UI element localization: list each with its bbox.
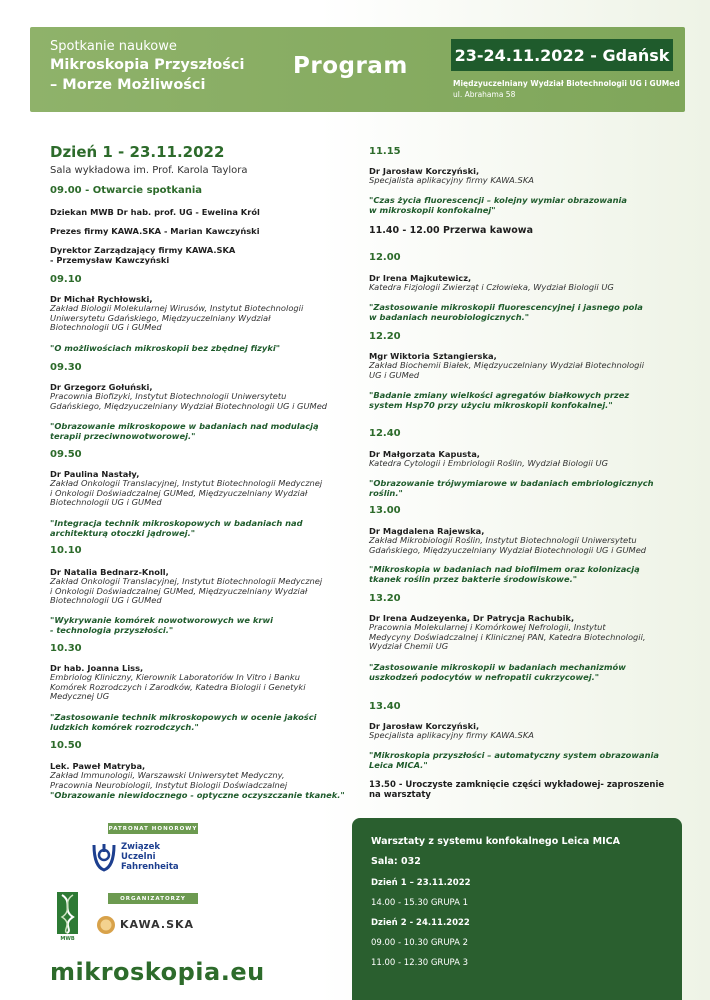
talk-title: roślin." xyxy=(369,488,403,498)
event-subtitle: Spotkanie naukowe xyxy=(50,39,177,54)
opening-time: 09.00 - Otwarcie spotkania xyxy=(50,185,203,196)
speaker-affiliation: Wydział Chemii UG xyxy=(369,641,449,651)
opening-speaker: Prezes firmy KAWA.SKA - Marian Kawczyński xyxy=(50,226,260,236)
speaker-name: Dr Paulina Nastały, xyxy=(50,469,140,479)
workshop-day1: Dzień 1 – 23.11.2022 xyxy=(371,878,471,888)
talk-title: ludzkich komórek rozrodczych." xyxy=(50,722,199,732)
opening-speaker: Dziekan MWB Dr hab. prof. UG - Ewelina Król xyxy=(50,207,260,217)
speaker-name: Dr Irena Majkutewicz, xyxy=(369,273,472,283)
speaker-affiliation: Zakład Mikrobiologii Roślin, Instytut Biotechnologii Uniwersytetu xyxy=(369,535,637,545)
lecture-room: Sala wykładowa im. Prof. Karola Taylora xyxy=(50,165,248,176)
workshop-slot: 09.00 - 10.30 GRUPA 2 xyxy=(371,938,469,948)
speaker-affiliation: i Onkologii Doświadczalnej GUMed, Międzyuczelniany Wydział xyxy=(50,487,308,498)
speaker-affiliation: i Onkologii Doświadczalnej GUMed, Międzyuczelniany Wydział xyxy=(50,585,308,596)
header-banner xyxy=(30,27,685,112)
day1-title: Dzień 1 - 23.11.2022 xyxy=(50,143,225,161)
workshop-title: Warsztaty z systemu konfokalnego Leica MICA xyxy=(371,836,620,847)
speaker-affiliation: Biotechnologii UG i GUMed xyxy=(50,595,162,605)
talk-title: architekturą otoczki jądrowej." xyxy=(50,528,196,538)
kawaska-sun-icon xyxy=(96,915,116,935)
opening-speaker: - Przemysław Kawczyński xyxy=(50,255,170,265)
speaker-name: Dr Natalia Bednarz-Knoll, xyxy=(50,567,169,577)
speaker-affiliation: Embriolog Kliniczny, Kierownik Laboratoriów In Vitro i Banku xyxy=(50,672,300,682)
workshop-room: Sala: 032 xyxy=(371,856,421,867)
talk-title: Leica MICA." xyxy=(369,760,428,770)
mwb-helix-icon xyxy=(57,892,78,934)
session-time: 13.20 xyxy=(369,593,401,604)
speaker-affiliation: Medycznej UG xyxy=(50,691,110,701)
program-heading: Program xyxy=(293,53,408,79)
kawaska-logo xyxy=(90,905,208,945)
speaker-affiliation: Komórek Rozrodczych i Zarodków, Katedra Biologii i Genetyki xyxy=(50,681,306,692)
closing-note: 13.50 - Uroczyste zamknięcie części wykładowej- zaproszenie xyxy=(369,780,665,790)
mwb-logo xyxy=(55,890,80,946)
event-title-line2: – Morze Możliwości xyxy=(50,77,206,93)
session-time: 11.15 xyxy=(369,146,401,157)
talk-title: system Hsp70 przy użyciu mikroskopii konfokalnej." xyxy=(369,400,613,410)
speaker-affiliation: Uniwersytetu Gdańskiego, Międzyuczelniany Wydział xyxy=(50,312,271,323)
workshop-slot: 11.00 - 12.30 GRUPA 3 xyxy=(371,958,469,968)
talk-title: uszkodzeń podocytów w nefropatii cukrzycowej." xyxy=(369,672,600,682)
venue-name: Międzyuczelniany Wydział Biotechnologii UG i GUMed xyxy=(453,79,680,88)
mwb-logo-text: MWB xyxy=(60,936,75,942)
speaker-name: Dr Małgorzata Kapusta, xyxy=(369,449,480,459)
speaker-affiliation: Medycyny Doświadczalnej i Klinicznej PAN, Katedra Biotechnologii, xyxy=(369,631,646,642)
speaker-name: Dr hab. Joanna Liss, xyxy=(50,663,144,673)
speaker-affiliation: Specjalista aplikacyjny firmy KAWA.SKA xyxy=(369,175,534,185)
session-time: 12.40 xyxy=(369,428,401,439)
talk-title: "Wykrywanie komórek nowotworowych we krwi xyxy=(50,615,274,625)
kawaska-logo-text: KAWA.SKA xyxy=(120,918,195,931)
talk-title: w mikroskopii konfokalnej" xyxy=(369,205,496,215)
speaker-name: Dr Jarosław Korczyński, xyxy=(369,721,480,731)
speaker-affiliation: Zakład Biochemii Białek, Międzyuczelniany Wydział Biotechnologii xyxy=(369,360,645,370)
speaker-affiliation: Biotechnologii UG i GUMed xyxy=(50,497,162,507)
session-time: 13.40 xyxy=(369,701,401,712)
speaker-affiliation: Gdańskiego, Międzyuczelniany Wydział Biotechnologii UG i GUMed xyxy=(369,544,647,555)
speaker-affiliation: Zakład Onkologii Translacyjnej, Instytut Biotechnologii Medycznej xyxy=(50,576,323,586)
opening-speaker: Dyrektor Zarządzający firmy KAWA.SKA xyxy=(50,245,236,255)
speaker-name: Lek. Paweł Matryba, xyxy=(50,761,146,771)
talk-title: "Obrazowanie mikroskopowe w badaniach nad modulacją xyxy=(50,421,319,431)
session-time: 10.30 xyxy=(50,643,82,654)
session-time: 12.20 xyxy=(369,331,401,342)
speaker-affiliation: Pracownia Neurobiologii, Instytut Biologii Doświadczalnej xyxy=(50,779,288,790)
workshop-panel xyxy=(352,818,682,1000)
speaker-name: Dr Grzegorz Gołuński, xyxy=(50,382,153,392)
session-time: 10.50 xyxy=(50,740,82,751)
speaker-name: Dr Michał Rychłowski, xyxy=(50,294,153,304)
workshop-slot: 14.00 - 15.30 GRUPA 1 xyxy=(371,898,469,908)
speaker-name: Mgr Wiktoria Sztangierska, xyxy=(369,351,497,361)
patronage-logo-text: Związek Uczelni Fahrenheita xyxy=(121,842,179,872)
talk-title: "Badanie zmiany wielkości agregatów białkowych przez xyxy=(369,390,630,400)
session-time: 10.10 xyxy=(50,545,82,556)
speaker-name: Dr Magdalena Rajewska, xyxy=(369,526,485,536)
talk-title: "Integracja technik mikroskopowych w badaniach nad xyxy=(50,518,303,528)
speaker-name: Dr Irena Audzeyenka, Dr Patrycja Rachubik, xyxy=(369,613,575,623)
speaker-affiliation: Zakład Immunologii, Warszawski Uniwersytet Medyczny, xyxy=(50,770,285,780)
session-time: 12.00 xyxy=(369,252,401,263)
event-title-line1: Mikroskopia Przyszłości xyxy=(50,57,245,73)
talk-title: "Zastosowanie mikroskopii fluorescencyjnej i jasnego pola xyxy=(369,302,643,312)
talk-title: terapii przeciwnowotworowej." xyxy=(50,431,196,441)
speaker-affiliation: Biotechnologii UG i GUMed xyxy=(50,322,162,332)
speaker-name: Dr Jarosław Korczyński, xyxy=(369,166,480,176)
session-time: 13.00 xyxy=(369,505,401,516)
speaker-affiliation: Gdańskiego, Międzyuczelniany Wydział Biotechnologii UG i GUMed xyxy=(50,400,328,411)
speaker-affiliation: Zakład Biologii Molekularnej Wirusów, Instytut Biotechnologii xyxy=(50,303,304,313)
talk-title: - technologia przyszłości." xyxy=(50,625,174,635)
talk-title: "Obrazowanie niewidocznego - optyczne oczyszczanie tkanek." xyxy=(50,790,345,800)
session-time: 09.10 xyxy=(50,274,82,285)
speaker-affiliation: Katedra Cytologii i Embriologii Roślin, Wydział Biologii UG xyxy=(369,458,609,468)
speaker-affiliation: Pracownia Molekularnej i Komórkowej Nefrologii, Instytut xyxy=(369,622,606,632)
speaker-affiliation: Zakład Onkologii Translacyjnej, Instytut Biotechnologii Medycznej xyxy=(50,478,323,488)
patronage-label: PATRONAT HONOROWY xyxy=(108,823,198,834)
speaker-affiliation: Katedra Fizjologii Zwierząt i Człowieka, Wydział Biologii UG xyxy=(369,282,614,292)
session-time: 09.50 xyxy=(50,449,82,460)
fahrenheit-emblem-icon xyxy=(91,842,117,872)
session-time: 09.30 xyxy=(50,362,82,373)
talk-title: w badaniach neurobiologicznych." xyxy=(369,312,530,322)
website-url[interactable]: mikroskopia.eu xyxy=(50,958,265,986)
closing-note: na warsztaty xyxy=(369,790,431,800)
venue-address: ul. Abrahama 58 xyxy=(453,90,516,99)
date-location-badge: 23-24.11.2022 - Gdańsk xyxy=(451,39,673,71)
speaker-affiliation: Pracownia Biofizyki, Instytut Biotechnologii Uniwersytetu xyxy=(50,391,287,401)
patronage-logo xyxy=(83,837,208,879)
talk-title: "Obrazowanie trójwymiarowe w badaniach embriologicznych xyxy=(369,478,654,488)
talk-title: "O możliwościach mikroskopii bez zbędnej fizyki" xyxy=(50,343,281,353)
talk-title: "Zastosowanie mikroskopii w badaniach mechanizmów xyxy=(369,662,626,672)
coffee-break: 11.40 - 12.00 Przerwa kawowa xyxy=(369,225,533,236)
speaker-affiliation: Specjalista aplikacyjny firmy KAWA.SKA xyxy=(369,730,534,740)
organizers-label: ORGANIZATORZY xyxy=(108,893,198,904)
talk-title: "Zastosowanie technik mikroskopowych w ocenie jakości xyxy=(50,712,317,722)
talk-title: "Mikroskopia w badaniach nad biofilmem oraz kolonizacją xyxy=(369,564,640,574)
talk-title: "Czas życia fluorescencji – kolejny wymiar obrazowania xyxy=(369,195,627,205)
talk-title: "Mikroskopia przyszłości – automatyczny system obrazowania xyxy=(369,750,659,760)
talk-title: tkanek roślin przez bakterie środowiskowe." xyxy=(369,574,578,584)
workshop-day2: Dzień 2 - 24.11.2022 xyxy=(371,918,470,928)
speaker-affiliation: UG i GUMed xyxy=(369,369,420,380)
